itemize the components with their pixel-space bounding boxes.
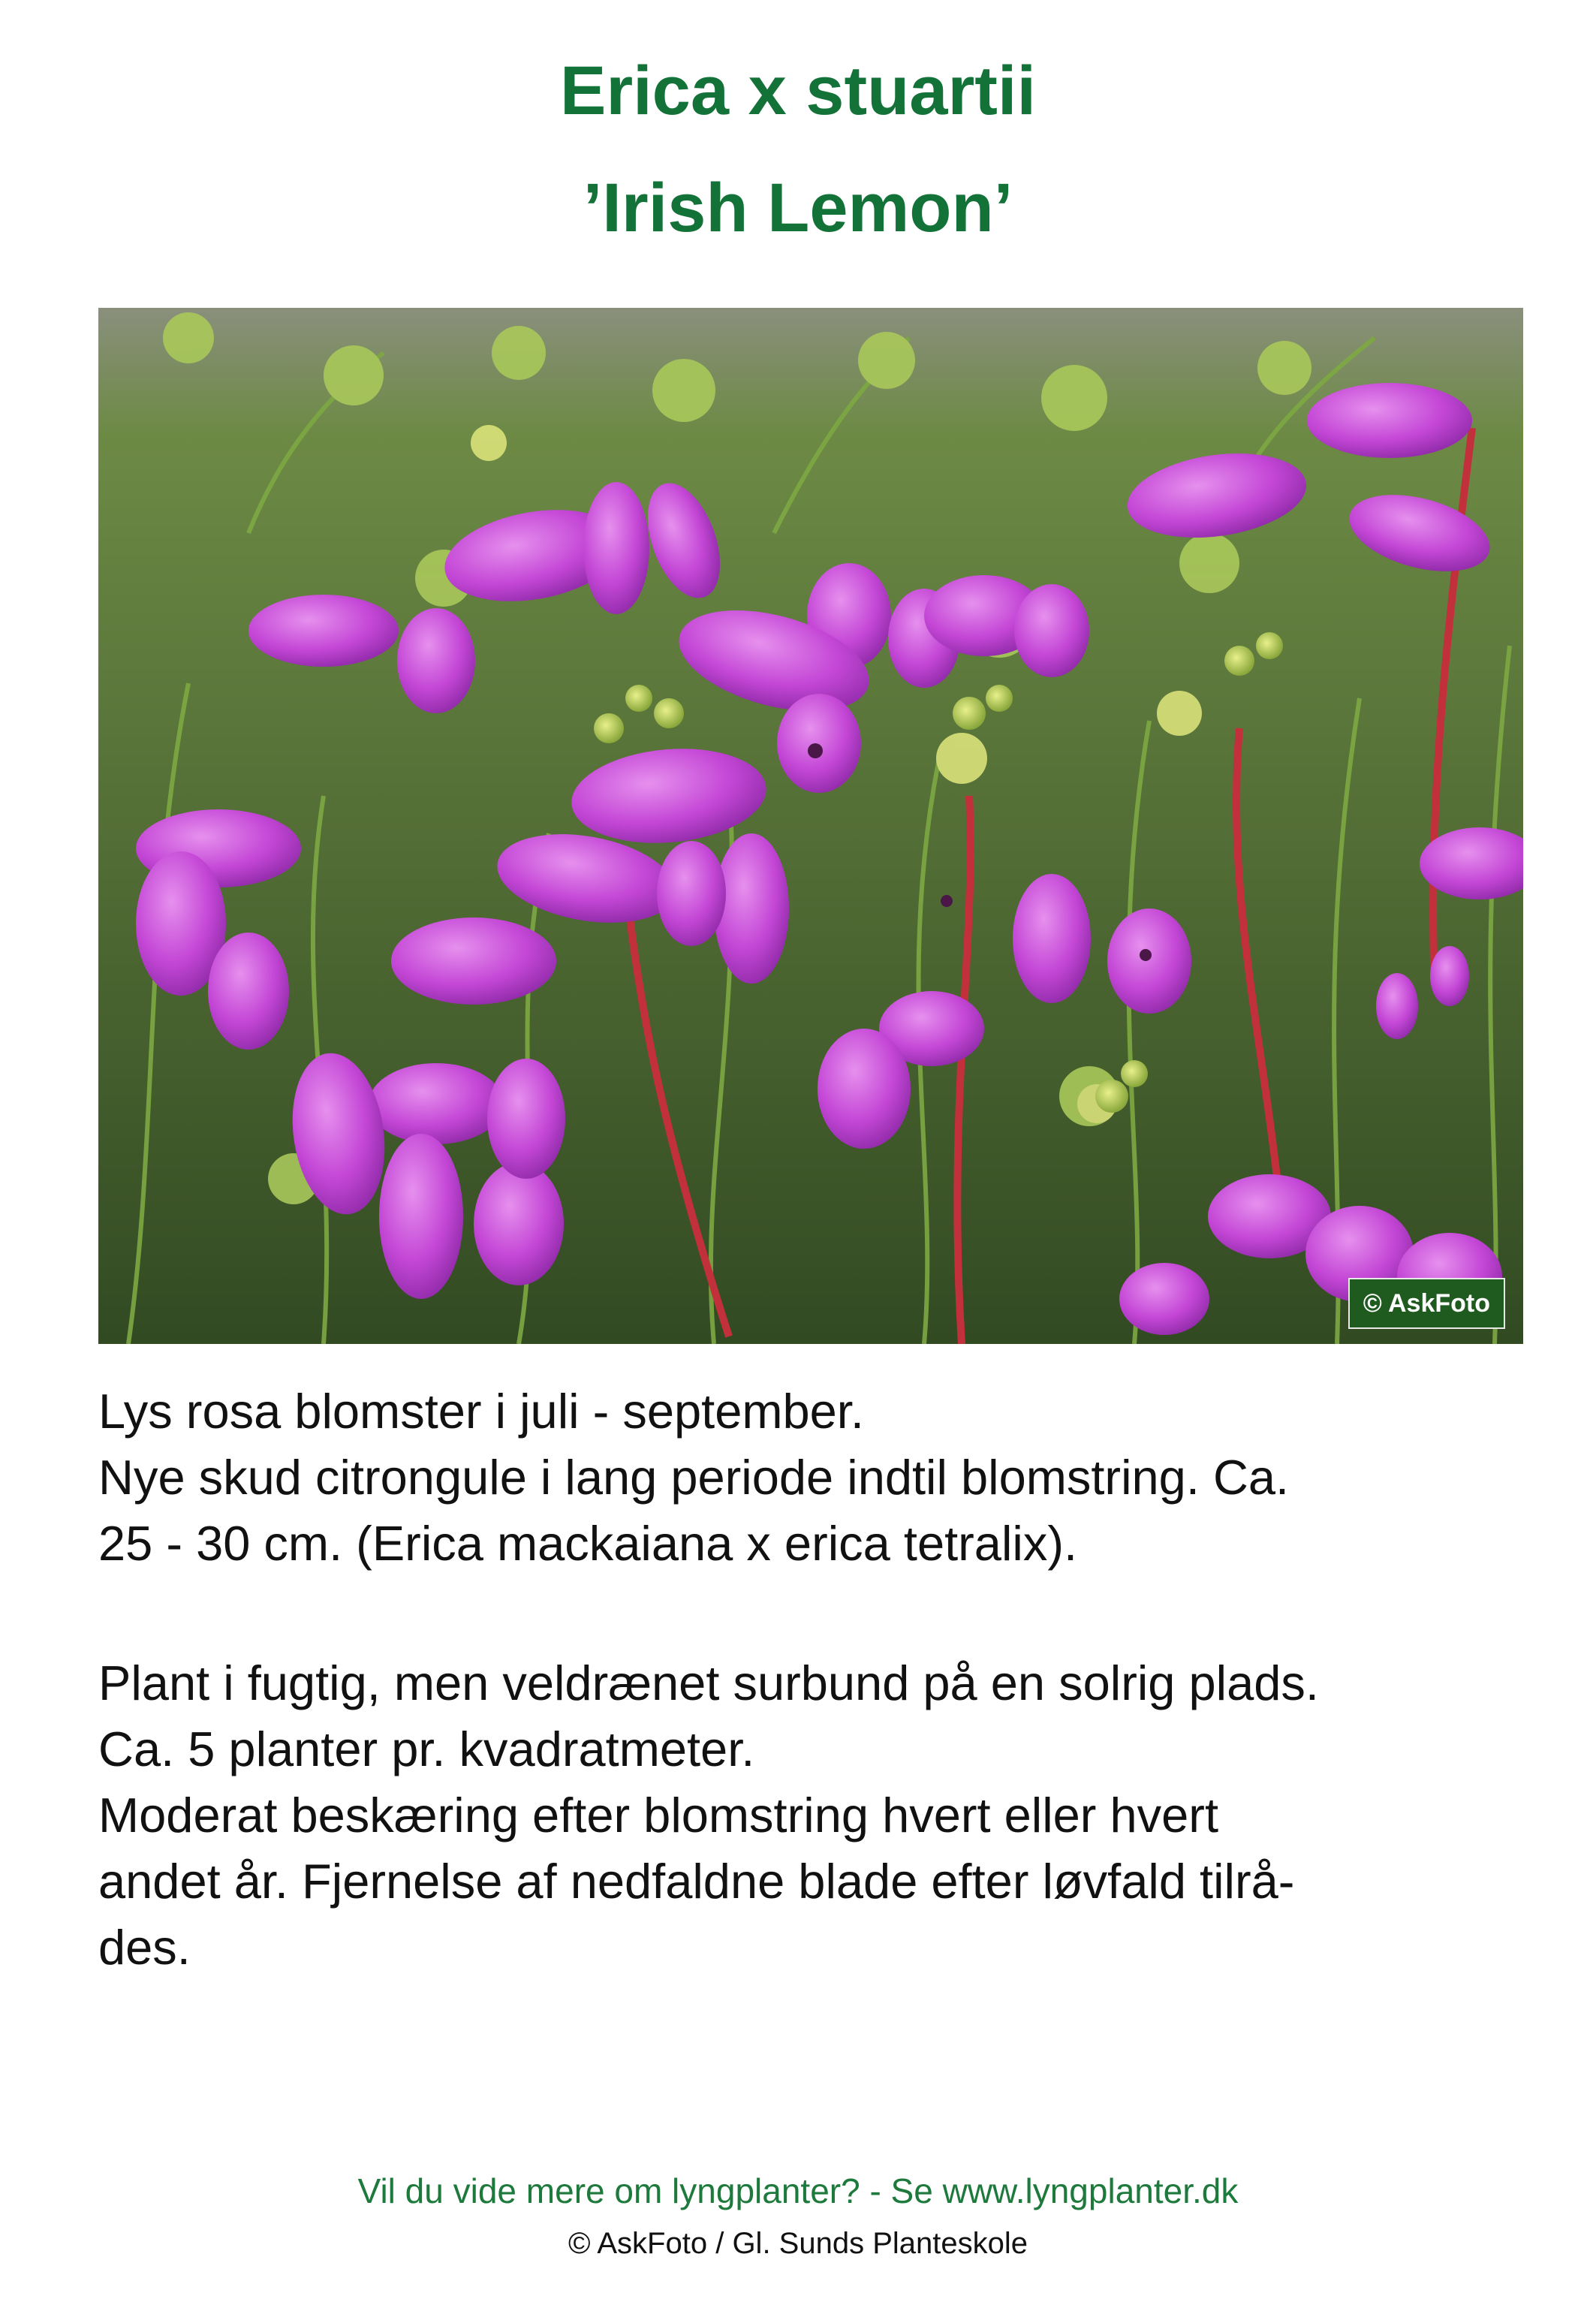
footer-credit: © AskFoto / Gl. Sunds Planteskole bbox=[568, 2227, 1028, 2260]
plant-photo bbox=[98, 308, 1523, 1344]
photo-watermark: © AskFoto bbox=[1348, 1278, 1505, 1329]
footer-website-link[interactable]: Vil du vide mere om lyngplanter? - Se www.lyngplanter.dk bbox=[357, 2171, 1239, 2210]
cultivar-name: ’Irish Lemon’ bbox=[583, 170, 1013, 246]
description-line: 25 - 30 cm. (Erica mackaiana x erica tetralix). bbox=[98, 1516, 1078, 1571]
description-line: des. bbox=[98, 1920, 191, 1975]
description-line: Ca. 5 planter pr. kvadratmeter. bbox=[98, 1722, 755, 1776]
description-line: Nye skud citrongule i lang periode indtil blomstring. Ca. bbox=[98, 1450, 1290, 1505]
description-line: andet år. Fjernelse af nedfaldne blade efter løvfald tilrå- bbox=[98, 1854, 1295, 1909]
heather-illustration bbox=[98, 308, 1523, 1344]
page-title: Erica x stuartii bbox=[559, 53, 1037, 129]
description-line: Moderat beskæring efter blomstring hvert eller hvert bbox=[98, 1788, 1219, 1842]
description-line: Lys rosa blomster i juli - september. bbox=[98, 1384, 864, 1439]
description-paragraph-2 bbox=[98, 1650, 1525, 1981]
description-line: Plant i fugtig, men veldrænet surbund på en solrig plads. bbox=[98, 1656, 1319, 1710]
description-paragraph-1 bbox=[98, 1378, 1525, 1577]
